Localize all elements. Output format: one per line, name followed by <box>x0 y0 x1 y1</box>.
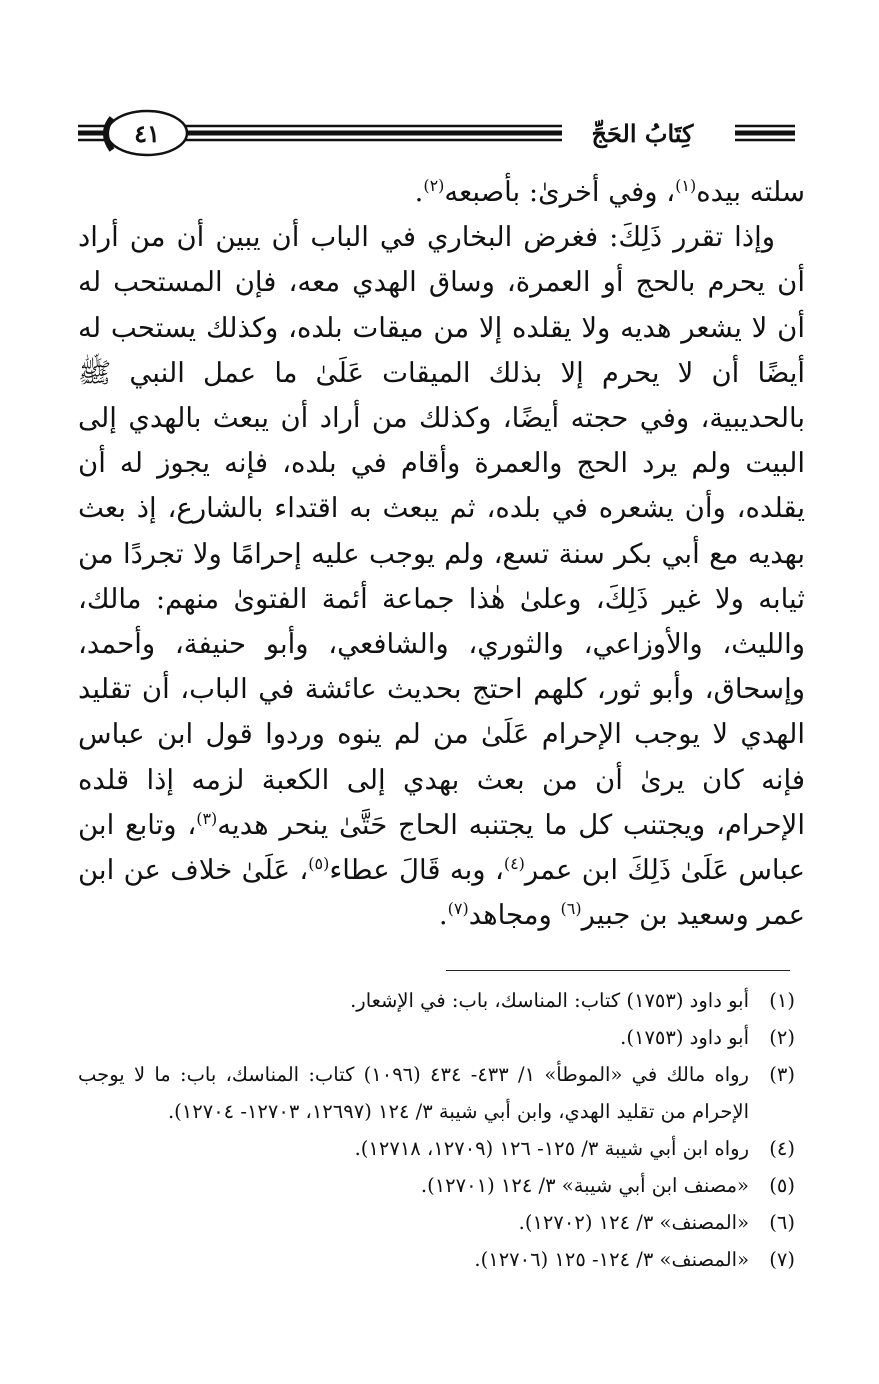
text-run: ، وبه قَالَ عطاء <box>329 854 504 887</box>
text-run: . <box>438 899 448 932</box>
text-run: ، وفي أخرىٰ: بأصبعه <box>444 176 676 208</box>
footnote-4 <box>78 1130 795 1167</box>
footnote-number: (٢) <box>769 1026 795 1049</box>
footnote-text: رواه ابن أبي شيبة ٣/ ١٢٥- ١٢٦ (١٢٧٠٩، ١٢٧١٨). <box>354 1137 749 1160</box>
footnote-text: «المصنف» ٣/ ١٢٤- ١٢٥ (١٢٧٠٦). <box>474 1248 749 1271</box>
footnote-ref: (٣) <box>196 808 218 828</box>
footnote-ref: (٢) <box>423 176 445 195</box>
footnote-number: (٥) <box>769 1174 795 1197</box>
text-run: وإذا تقرر ذَلِكَ: فغرض البخاري في الباب أن يبين أن من أراد أن يحرم بالحج أو العمرة، وساق الهدي معه، فإن المستحب له أن لا يشعر هديه ولا يقلده إلا من ميقات بلده، وكذلك يستحب له أيضًا أن لا يحرم إلا بذلك الميقات عَلَىٰ ما عمل النبي ﷺ بالحديبية، وفي حجته أيضًا، وكذلك من أراد أن يبعث بالهدي إلى البيت ولم يرد الحج والعمرة وأقام في بلده، فإنه يجوز له أن يقلده، وأن يشعره في بلده، ثم يبعث به اقتداء بالشارع، إذ بعث بهديه مع أبي بكر سنة تسع، ولم يوجب عليه إحرامًا ولا تجردًا من ثيابه ولا غير ذَلِكَ، وعلىٰ هٰذا جماعة أئمة الفتوىٰ منهم: مالك، والليث، والأوزاعي، والثوري، والشافعي، وأبو حنيفة، وأحمد، وإسحاق، وأبو ثور، كلهم احتج بحديث عائشة في الباب، أن تقليد الهدي لا يوجب الإحرام عَلَىٰ من لم ينوه وردوا قول ابن عباس فإنه كان يرىٰ أن من بعث بهدي إلى الكعبة لزمه إذا قلده الإحرام، ويجتنب كل ما يجتنبه الحاج حَتَّىٰ ينحر هديه <box>78 221 805 841</box>
footnote-ref: (٤) <box>503 854 525 874</box>
footnote-text: أبو داود (١٧٥٣). <box>620 1026 749 1049</box>
running-title: كِتَابُ الحَجِّ <box>591 119 694 148</box>
footnote-5 <box>78 1167 795 1204</box>
footnote-number: (٤) <box>769 1137 795 1160</box>
footnote-1 <box>78 982 795 1019</box>
footnote-6 <box>78 1204 795 1241</box>
footnote-3 <box>78 1056 795 1130</box>
footnote-text: رواه مالك في «الموطأ» ١/ ٤٣٣- ٤٣٤ (١٠٩٦) كتاب: المناسك، باب: ما لا يوجب الإحرام من تقليد الهدي، وابن أبي شيبة ٣/ ١٢٤ (١٢٦٩٧، ١٢٧٠٣- ١٢٧٠٤). <box>78 1063 749 1123</box>
footnote-ref: (٧) <box>447 899 469 919</box>
footnotes <box>78 982 795 1278</box>
paragraph-2 <box>78 215 805 938</box>
footnote-ref: (١) <box>675 176 697 195</box>
paragraph-1 <box>78 170 805 215</box>
footnote-text: أبو داود (١٧٥٣) كتاب: المناسك، باب: في الإشعار. <box>350 989 749 1012</box>
text-run: . <box>414 176 424 208</box>
footnote-separator <box>446 970 790 971</box>
footnote-ref: (٦) <box>560 899 582 919</box>
footnote-number: (٣) <box>769 1063 795 1086</box>
text-run: ، عَلَىٰ خلاف عن ابن عمر وسعيد بن جبير <box>78 854 805 932</box>
text-run: ومجاهد <box>468 899 561 932</box>
text-run: ، وتابع ابن عباس عَلَىٰ ذَلِكَ ابن عمر <box>78 808 805 887</box>
footnote-2 <box>78 1019 795 1056</box>
footnote-7 <box>78 1241 795 1278</box>
footnote-number: (٧) <box>769 1248 795 1271</box>
page-header <box>0 0 879 180</box>
footnote-ref: (٥) <box>308 854 330 874</box>
text-run: سلته بيده <box>696 176 805 208</box>
footnote-text: «مصنف ابن أبي شيبة» ٣/ ١٢٤ (١٢٧٠١). <box>420 1174 749 1197</box>
page-number: ٤١ <box>134 118 160 148</box>
main-text <box>78 170 805 938</box>
footnote-text: «المصنف» ٣/ ١٢٤ (١٢٧٠٢). <box>518 1211 749 1234</box>
footnote-number: (١) <box>769 989 795 1012</box>
footnote-number: (٦) <box>769 1211 795 1234</box>
